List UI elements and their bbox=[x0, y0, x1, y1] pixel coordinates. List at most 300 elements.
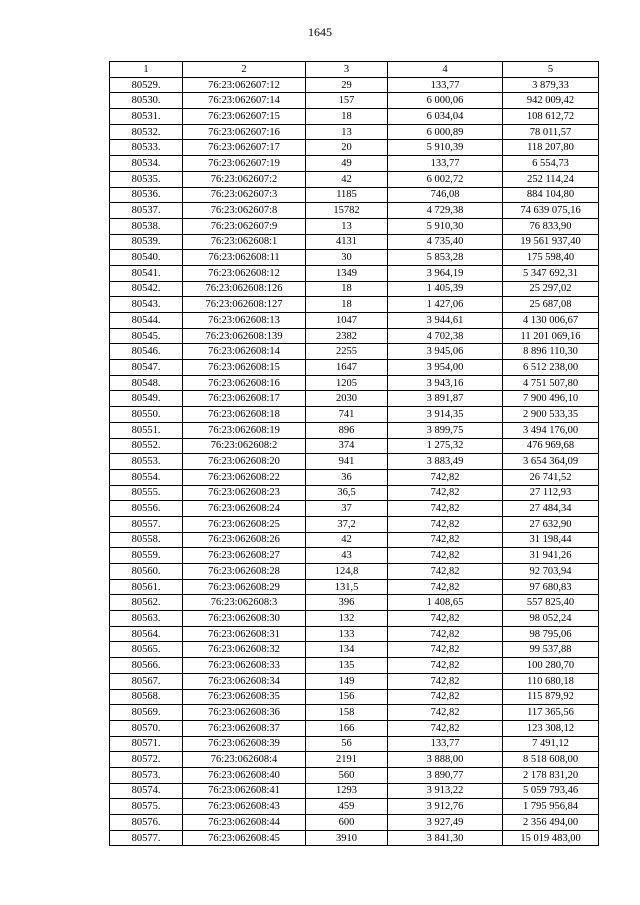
table-cell: 80554. bbox=[110, 469, 183, 485]
table-cell: 80571. bbox=[110, 736, 183, 752]
table-cell: 4 735,40 bbox=[388, 234, 503, 250]
table-cell: 76:23:062608:26 bbox=[183, 532, 306, 548]
table-cell: 36,5 bbox=[306, 485, 388, 501]
table-row bbox=[110, 579, 599, 595]
table-cell: 30 bbox=[306, 250, 388, 266]
table-row bbox=[110, 297, 599, 313]
table-cell: 1047 bbox=[306, 313, 388, 329]
table-cell: 742,82 bbox=[388, 626, 503, 642]
table-cell: 76:23:062608:23 bbox=[183, 485, 306, 501]
table-cell: 942 009,42 bbox=[503, 93, 599, 109]
table-cell: 99 537,88 bbox=[503, 642, 599, 658]
table-row bbox=[110, 689, 599, 705]
table-cell: 166 bbox=[306, 720, 388, 736]
table-cell: 742,82 bbox=[388, 564, 503, 580]
table-cell: 80537. bbox=[110, 203, 183, 219]
table-cell: 742,82 bbox=[388, 611, 503, 627]
table-cell: 5 347 692,31 bbox=[503, 265, 599, 281]
table-cell: 76:23:062608:127 bbox=[183, 297, 306, 313]
table-cell: 2255 bbox=[306, 344, 388, 360]
table-cell: 76:23:062608:13 bbox=[183, 313, 306, 329]
table-cell: 76:23:062607:8 bbox=[183, 203, 306, 219]
table-cell: 2 900 533,35 bbox=[503, 407, 599, 423]
table-cell: 374 bbox=[306, 438, 388, 454]
table-cell: 15 019 483,00 bbox=[503, 830, 599, 846]
table-cell: 476 969,68 bbox=[503, 438, 599, 454]
table-cell: 80557. bbox=[110, 516, 183, 532]
table-cell: 76:23:062608:45 bbox=[183, 830, 306, 846]
table-cell: 80558. bbox=[110, 532, 183, 548]
table-cell: 742,82 bbox=[388, 642, 503, 658]
table-cell: 6 512 238,00 bbox=[503, 360, 599, 376]
table-cell: 80549. bbox=[110, 391, 183, 407]
table-cell: 80551. bbox=[110, 422, 183, 438]
table-cell: 131,5 bbox=[306, 579, 388, 595]
table-cell: 600 bbox=[306, 815, 388, 831]
table-row bbox=[110, 422, 599, 438]
table-cell: 13 bbox=[306, 218, 388, 234]
table-cell: 76:23:062608:15 bbox=[183, 360, 306, 376]
table-row bbox=[110, 564, 599, 580]
table-cell: 4 729,38 bbox=[388, 203, 503, 219]
table-cell: 8 518 608,00 bbox=[503, 752, 599, 768]
table-row bbox=[110, 187, 599, 203]
table-cell: 76:23:062608:40 bbox=[183, 767, 306, 783]
table-cell: 31 198,44 bbox=[503, 532, 599, 548]
table-cell: 742,82 bbox=[388, 469, 503, 485]
table-cell: 76:23:062608:29 bbox=[183, 579, 306, 595]
table-cell: 98 795,06 bbox=[503, 626, 599, 642]
table-cell: 6 554,73 bbox=[503, 156, 599, 172]
table-cell: 76:23:062608:27 bbox=[183, 548, 306, 564]
table-cell: 76:23:062608:36 bbox=[183, 705, 306, 721]
table-cell: 124,8 bbox=[306, 564, 388, 580]
table-cell: 6 002,72 bbox=[388, 171, 503, 187]
table-row bbox=[110, 501, 599, 517]
table-cell: 3 883,49 bbox=[388, 454, 503, 470]
table-row bbox=[110, 156, 599, 172]
table-cell: 76:23:062608:30 bbox=[183, 611, 306, 627]
table-cell: 76:23:062608:37 bbox=[183, 720, 306, 736]
table-cell: 76:23:062608:39 bbox=[183, 736, 306, 752]
table-cell: 157 bbox=[306, 93, 388, 109]
table-cell: 80534. bbox=[110, 156, 183, 172]
table-cell: 74 639 075,16 bbox=[503, 203, 599, 219]
table-cell: 76:23:062607:17 bbox=[183, 140, 306, 156]
table-cell: 76:23:062608:32 bbox=[183, 642, 306, 658]
table-cell: 2 356 494,00 bbox=[503, 815, 599, 831]
table-row bbox=[110, 799, 599, 815]
table-cell: 3 494 176,00 bbox=[503, 422, 599, 438]
table-row bbox=[110, 642, 599, 658]
column-header: 5 bbox=[503, 62, 599, 78]
table-header-row bbox=[110, 62, 599, 78]
table-cell: 108 612,72 bbox=[503, 109, 599, 125]
table-cell: 80538. bbox=[110, 218, 183, 234]
table-row bbox=[110, 218, 599, 234]
table-cell: 1293 bbox=[306, 783, 388, 799]
table-cell: 76:23:062607:3 bbox=[183, 187, 306, 203]
table-cell: 80543. bbox=[110, 297, 183, 313]
table-cell: 80546. bbox=[110, 344, 183, 360]
table-cell: 18 bbox=[306, 109, 388, 125]
table-cell: 42 bbox=[306, 171, 388, 187]
table-cell: 76:23:062608:22 bbox=[183, 469, 306, 485]
table-cell: 80569. bbox=[110, 705, 183, 721]
table-row bbox=[110, 109, 599, 125]
table-cell: 80560. bbox=[110, 564, 183, 580]
table-cell: 76:23:062608:28 bbox=[183, 564, 306, 580]
page-number: 1645 bbox=[308, 25, 332, 39]
table-row bbox=[110, 611, 599, 627]
table-row bbox=[110, 265, 599, 281]
table-cell: 80548. bbox=[110, 375, 183, 391]
table-cell: 80539. bbox=[110, 234, 183, 250]
table-cell: 80576. bbox=[110, 815, 183, 831]
data-table bbox=[109, 61, 599, 846]
table-cell: 80540. bbox=[110, 250, 183, 266]
table-cell: 3 964,19 bbox=[388, 265, 503, 281]
table-cell: 158 bbox=[306, 705, 388, 721]
table-cell: 80566. bbox=[110, 658, 183, 674]
table-cell: 80545. bbox=[110, 328, 183, 344]
table-cell: 6 000,06 bbox=[388, 93, 503, 109]
table-cell: 3 944,61 bbox=[388, 313, 503, 329]
table-cell: 7 900 496,10 bbox=[503, 391, 599, 407]
table-cell: 76 833,90 bbox=[503, 218, 599, 234]
table-row bbox=[110, 93, 599, 109]
table-cell: 742,82 bbox=[388, 485, 503, 501]
table-cell: 18 bbox=[306, 281, 388, 297]
table-row bbox=[110, 705, 599, 721]
table-cell: 3 943,16 bbox=[388, 375, 503, 391]
table-cell: 742,82 bbox=[388, 579, 503, 595]
table-cell: 459 bbox=[306, 799, 388, 815]
table-cell: 3 891,87 bbox=[388, 391, 503, 407]
table-cell: 3 841,30 bbox=[388, 830, 503, 846]
table-cell: 56 bbox=[306, 736, 388, 752]
table-cell: 76:23:062608:2 bbox=[183, 438, 306, 454]
table-cell: 3 888,00 bbox=[388, 752, 503, 768]
table-row bbox=[110, 454, 599, 470]
table-cell: 80529. bbox=[110, 77, 183, 93]
table-row bbox=[110, 124, 599, 140]
table-cell: 80563. bbox=[110, 611, 183, 627]
table-cell: 80575. bbox=[110, 799, 183, 815]
table-cell: 31 941,26 bbox=[503, 548, 599, 564]
table-cell: 3 890,77 bbox=[388, 767, 503, 783]
table-cell: 1205 bbox=[306, 375, 388, 391]
table-cell: 80532. bbox=[110, 124, 183, 140]
table-cell: 5 910,30 bbox=[388, 218, 503, 234]
column-header: 1 bbox=[110, 62, 183, 78]
table-cell: 117 365,56 bbox=[503, 705, 599, 721]
table-body bbox=[110, 77, 599, 846]
table-cell: 896 bbox=[306, 422, 388, 438]
table-cell: 741 bbox=[306, 407, 388, 423]
table-row bbox=[110, 469, 599, 485]
table-row bbox=[110, 250, 599, 266]
table-cell: 80536. bbox=[110, 187, 183, 203]
table-row bbox=[110, 720, 599, 736]
table-cell: 115 879,92 bbox=[503, 689, 599, 705]
table-cell: 149 bbox=[306, 673, 388, 689]
table-cell: 133,77 bbox=[388, 77, 503, 93]
table-cell: 133,77 bbox=[388, 156, 503, 172]
table-cell: 175 598,40 bbox=[503, 250, 599, 266]
table-cell: 135 bbox=[306, 658, 388, 674]
table-cell: 884 104,80 bbox=[503, 187, 599, 203]
table-cell: 2030 bbox=[306, 391, 388, 407]
table-cell: 3 654 364,09 bbox=[503, 454, 599, 470]
table-cell: 29 bbox=[306, 77, 388, 93]
table-cell: 5 059 793,46 bbox=[503, 783, 599, 799]
table-row bbox=[110, 673, 599, 689]
table-row bbox=[110, 830, 599, 846]
table-cell: 1 427,06 bbox=[388, 297, 503, 313]
table-row bbox=[110, 313, 599, 329]
table-cell: 80535. bbox=[110, 171, 183, 187]
table-cell: 742,82 bbox=[388, 705, 503, 721]
table-cell: 76:23:062608:16 bbox=[183, 375, 306, 391]
table-cell: 134 bbox=[306, 642, 388, 658]
table-cell: 80564. bbox=[110, 626, 183, 642]
table-cell: 26 741,52 bbox=[503, 469, 599, 485]
table-cell: 76:23:062607:12 bbox=[183, 77, 306, 93]
table-cell: 80573. bbox=[110, 767, 183, 783]
table-cell: 1185 bbox=[306, 187, 388, 203]
table-cell: 76:23:062607:2 bbox=[183, 171, 306, 187]
table-cell: 76:23:062608:1 bbox=[183, 234, 306, 250]
table-cell: 4131 bbox=[306, 234, 388, 250]
table-cell: 1 275,32 bbox=[388, 438, 503, 454]
table-cell: 19 561 937,40 bbox=[503, 234, 599, 250]
table-cell: 5 853,28 bbox=[388, 250, 503, 266]
column-header: 2 bbox=[183, 62, 306, 78]
column-header: 4 bbox=[388, 62, 503, 78]
table-row bbox=[110, 532, 599, 548]
table-cell: 4 702,38 bbox=[388, 328, 503, 344]
table-cell: 2 178 831,20 bbox=[503, 767, 599, 783]
table-row bbox=[110, 375, 599, 391]
table-cell: 742,82 bbox=[388, 532, 503, 548]
table-cell: 557 825,40 bbox=[503, 595, 599, 611]
table-cell: 3 945,06 bbox=[388, 344, 503, 360]
table-row bbox=[110, 783, 599, 799]
table-cell: 76:23:062608:139 bbox=[183, 328, 306, 344]
table-cell: 80553. bbox=[110, 454, 183, 470]
table-cell: 76:23:062608:35 bbox=[183, 689, 306, 705]
table-cell: 742,82 bbox=[388, 720, 503, 736]
table-cell: 76:23:062608:41 bbox=[183, 783, 306, 799]
table-cell: 76:23:062607:15 bbox=[183, 109, 306, 125]
table-cell: 97 680,83 bbox=[503, 579, 599, 595]
table-cell: 80570. bbox=[110, 720, 183, 736]
table-cell: 80552. bbox=[110, 438, 183, 454]
table-cell: 80542. bbox=[110, 281, 183, 297]
table-cell: 76:23:062608:31 bbox=[183, 626, 306, 642]
table-cell: 80572. bbox=[110, 752, 183, 768]
table-row bbox=[110, 767, 599, 783]
table-cell: 941 bbox=[306, 454, 388, 470]
table-cell: 76:23:062608:34 bbox=[183, 673, 306, 689]
table-row bbox=[110, 736, 599, 752]
table-cell: 4 130 006,67 bbox=[503, 313, 599, 329]
table-cell: 76:23:062607:9 bbox=[183, 218, 306, 234]
table-cell: 27 484,34 bbox=[503, 501, 599, 517]
table-row bbox=[110, 281, 599, 297]
table-cell: 118 207,80 bbox=[503, 140, 599, 156]
table-row bbox=[110, 516, 599, 532]
table-cell: 133,77 bbox=[388, 736, 503, 752]
table-row bbox=[110, 438, 599, 454]
table-cell: 37 bbox=[306, 501, 388, 517]
table-cell: 1 408,65 bbox=[388, 595, 503, 611]
table-cell: 76:23:062607:19 bbox=[183, 156, 306, 172]
table-cell: 76:23:062608:11 bbox=[183, 250, 306, 266]
table-cell: 742,82 bbox=[388, 548, 503, 564]
table-cell: 2382 bbox=[306, 328, 388, 344]
table-cell: 80530. bbox=[110, 93, 183, 109]
table-cell: 4 751 507,80 bbox=[503, 375, 599, 391]
table-cell: 98 052,24 bbox=[503, 611, 599, 627]
table-row bbox=[110, 407, 599, 423]
table-row bbox=[110, 626, 599, 642]
table-cell: 76:23:062608:12 bbox=[183, 265, 306, 281]
table-cell: 3 954,00 bbox=[388, 360, 503, 376]
table-cell: 156 bbox=[306, 689, 388, 705]
table-row bbox=[110, 234, 599, 250]
table-cell: 1349 bbox=[306, 265, 388, 281]
table-cell: 76:23:062608:20 bbox=[183, 454, 306, 470]
table-cell: 13 bbox=[306, 124, 388, 140]
table-row bbox=[110, 344, 599, 360]
table-cell: 37,2 bbox=[306, 516, 388, 532]
table-cell: 80555. bbox=[110, 485, 183, 501]
table-cell: 133 bbox=[306, 626, 388, 642]
table-cell: 3 912,76 bbox=[388, 799, 503, 815]
table-cell: 25 297,02 bbox=[503, 281, 599, 297]
table-row bbox=[110, 658, 599, 674]
table-cell: 18 bbox=[306, 297, 388, 313]
table-cell: 80574. bbox=[110, 783, 183, 799]
table-cell: 76:23:062608:19 bbox=[183, 422, 306, 438]
table-cell: 27 632,90 bbox=[503, 516, 599, 532]
table-cell: 1 795 956,84 bbox=[503, 799, 599, 815]
table-cell: 36 bbox=[306, 469, 388, 485]
table-cell: 6 034,04 bbox=[388, 109, 503, 125]
table-cell: 742,82 bbox=[388, 689, 503, 705]
table-cell: 76:23:062608:18 bbox=[183, 407, 306, 423]
table-row bbox=[110, 485, 599, 501]
table-cell: 80568. bbox=[110, 689, 183, 705]
table-cell: 80565. bbox=[110, 642, 183, 658]
table-row bbox=[110, 548, 599, 564]
table-cell: 742,82 bbox=[388, 516, 503, 532]
table-cell: 76:23:062607:16 bbox=[183, 124, 306, 140]
table-cell: 80562. bbox=[110, 595, 183, 611]
table-cell: 11 201 069,16 bbox=[503, 328, 599, 344]
table-cell: 76:23:062608:44 bbox=[183, 815, 306, 831]
table-cell: 80550. bbox=[110, 407, 183, 423]
table-cell: 92 703,94 bbox=[503, 564, 599, 580]
table-cell: 49 bbox=[306, 156, 388, 172]
table-cell: 78 011,57 bbox=[503, 124, 599, 140]
table-cell: 742,82 bbox=[388, 673, 503, 689]
table-row bbox=[110, 140, 599, 156]
table-cell: 76:23:062608:3 bbox=[183, 595, 306, 611]
column-header: 3 bbox=[306, 62, 388, 78]
table-cell: 80533. bbox=[110, 140, 183, 156]
table-row bbox=[110, 203, 599, 219]
table-cell: 20 bbox=[306, 140, 388, 156]
table-cell: 100 280,70 bbox=[503, 658, 599, 674]
table-cell: 3 879,33 bbox=[503, 77, 599, 93]
table-cell: 76:23:062608:14 bbox=[183, 344, 306, 360]
table-cell: 123 308,12 bbox=[503, 720, 599, 736]
table-cell: 76:23:062608:33 bbox=[183, 658, 306, 674]
table-cell: 746,08 bbox=[388, 187, 503, 203]
table-cell: 3 899,75 bbox=[388, 422, 503, 438]
table-row bbox=[110, 360, 599, 376]
table-cell: 80544. bbox=[110, 313, 183, 329]
table-row bbox=[110, 171, 599, 187]
table-cell: 1 405,39 bbox=[388, 281, 503, 297]
table-cell: 742,82 bbox=[388, 501, 503, 517]
table-cell: 742,82 bbox=[388, 658, 503, 674]
table-cell: 80531. bbox=[110, 109, 183, 125]
table-cell: 25 687,08 bbox=[503, 297, 599, 313]
table-cell: 5 910,39 bbox=[388, 140, 503, 156]
table-cell: 27 112,93 bbox=[503, 485, 599, 501]
table-cell: 6 000,89 bbox=[388, 124, 503, 140]
table-cell: 76:23:062608:17 bbox=[183, 391, 306, 407]
table-cell: 7 491,12 bbox=[503, 736, 599, 752]
table-row bbox=[110, 77, 599, 93]
table-cell: 2191 bbox=[306, 752, 388, 768]
table-cell: 3 913,22 bbox=[388, 783, 503, 799]
table-row bbox=[110, 752, 599, 768]
table-cell: 76:23:062608:43 bbox=[183, 799, 306, 815]
table-cell: 76:23:062608:25 bbox=[183, 516, 306, 532]
table-row bbox=[110, 328, 599, 344]
table-cell: 76:23:062608:24 bbox=[183, 501, 306, 517]
table-row bbox=[110, 595, 599, 611]
table-cell: 8 896 110,30 bbox=[503, 344, 599, 360]
table-cell: 15782 bbox=[306, 203, 388, 219]
table-cell: 80556. bbox=[110, 501, 183, 517]
table-cell: 3 914,35 bbox=[388, 407, 503, 423]
table-cell: 560 bbox=[306, 767, 388, 783]
table-row bbox=[110, 391, 599, 407]
table-row bbox=[110, 815, 599, 831]
table-cell: 76:23:062607:14 bbox=[183, 93, 306, 109]
table-cell: 3910 bbox=[306, 830, 388, 846]
table-cell: 80561. bbox=[110, 579, 183, 595]
table-cell: 3 927,49 bbox=[388, 815, 503, 831]
table-cell: 76:23:062608:4 bbox=[183, 752, 306, 768]
table-cell: 43 bbox=[306, 548, 388, 564]
table-cell: 132 bbox=[306, 611, 388, 627]
table-cell: 110 680,18 bbox=[503, 673, 599, 689]
table-cell: 80541. bbox=[110, 265, 183, 281]
table-cell: 80547. bbox=[110, 360, 183, 376]
table-cell: 80577. bbox=[110, 830, 183, 846]
table-cell: 76:23:062608:126 bbox=[183, 281, 306, 297]
table-cell: 1647 bbox=[306, 360, 388, 376]
table-cell: 42 bbox=[306, 532, 388, 548]
table-cell: 252 114,24 bbox=[503, 171, 599, 187]
